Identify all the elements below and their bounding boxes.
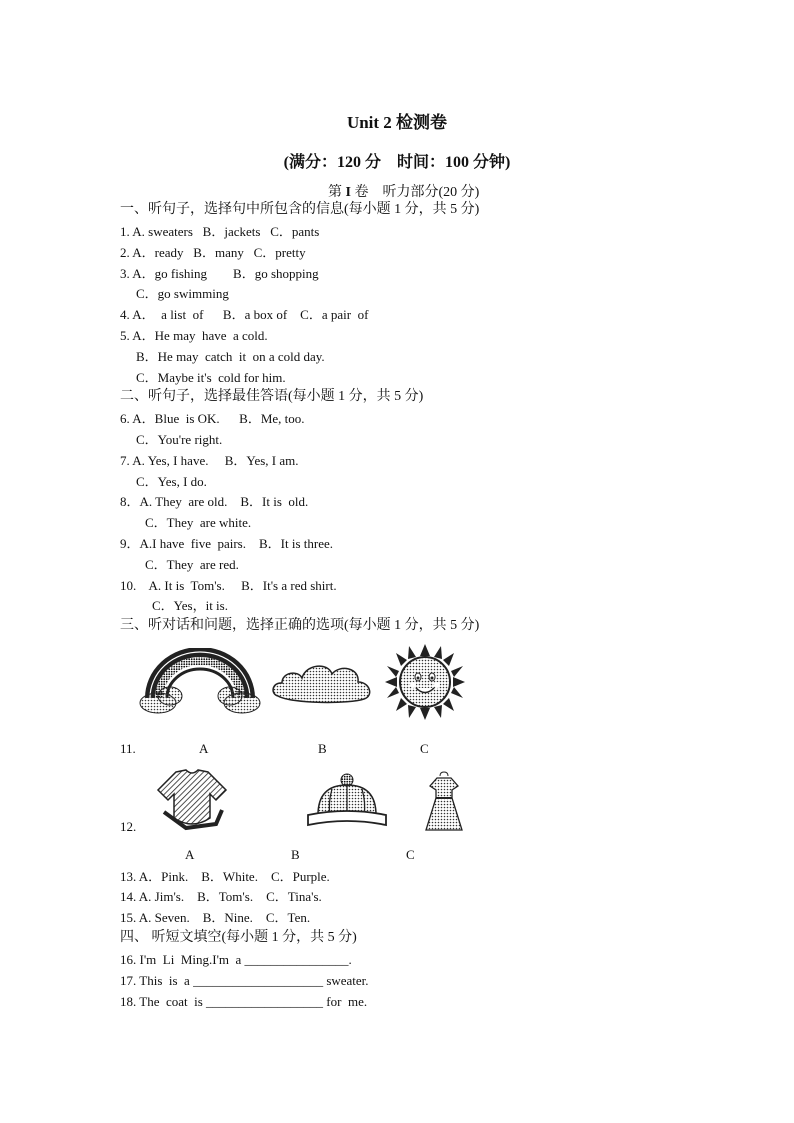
score-time-info: (满分：120 分 时间：100 分钟) [283,154,511,171]
question-15: 15. A. Seven. B．Nine. C．Ten. [120,910,311,925]
question-9-option-c: C．They are red. [145,557,239,572]
question-3: 3. A．go fishing B．go shopping [120,266,319,281]
question-12: 12. [120,819,137,834]
question-13: 13. A．Pink. B．White. C．Purple. [120,869,330,884]
q11-label-a: A [199,741,209,756]
section-heading-2: 二、听句子，选择最佳答语(每小题 1 分，共 5 分) [120,389,424,404]
rainbow-with-clouds-icon [138,648,262,714]
cloud-icon [270,658,376,706]
question-6: 6. A．Blue is OK. B．Me, too. [120,411,305,426]
smiling-sun-icon [385,644,465,720]
question-2: 2. A．ready B．many C．pretty [120,245,306,260]
section-heading-1: 一、听句子，选择句中所包含的信息(每小题 1 分，共 5 分) [120,202,480,217]
question-8-option-c: C．They are white. [145,515,252,530]
question-4: 4. A． a list of B．a box of C．a pair of [120,307,369,322]
question-11: 11. [120,741,136,756]
question-6-option-c: C．You're right. [136,432,223,447]
question-10: 10. A. It is Tom's. B．It's a red shirt. [120,578,337,593]
question-8: 8．A. They are old. B．It is old. [120,494,309,509]
question-9: 9．A.I have five pairs. B．It is three. [120,536,334,551]
part-suffix: 卷 听力部分(20 分) [350,185,480,200]
q11-label-b: B [318,741,327,756]
question-17: 17. This is a ____________________ sweater. [120,973,369,988]
question-16: 16. I'm Li Ming.I'm a ________________. [120,952,352,967]
question-14: 14. A. Jim's. B．Tom's. C．Tina's. [120,889,322,904]
page-title: Unit 2 检测卷 [346,113,448,132]
question-7-option-c: C．Yes, I do. [136,474,207,489]
section-heading-3: 三、听对话和问题，选择正确的选项(每小题 1 分，共 5 分) [120,618,480,633]
q12-label-a: A [185,847,195,862]
part-heading [328,181,479,201]
part-roman: I [345,185,351,200]
question-7: 7. A. Yes, I have. B．Yes, I am. [120,453,299,468]
sweater-icon [156,768,228,834]
q12-label-b: B [291,847,300,862]
q11-label-c: C [420,741,429,756]
section-heading-4: 四、 听短文填空(每小题 1 分，共 5 分) [120,930,357,945]
part-prefix: 第 [328,185,346,200]
question-1: 1. A. sweaters B．jackets C．pants [120,224,320,239]
knit-hat-icon [306,773,388,831]
question-5: 5. A．He may have a cold. [120,328,268,343]
question-5-option-b: B．He may catch it on a cold day. [136,349,325,364]
q12-label-c: C [406,847,415,862]
question-5-option-c: C．Maybe it's cold for him. [136,370,286,385]
question-10-option-c: C．Yes，it is. [152,598,228,613]
question-3-option-c: C．go swimming [136,286,229,301]
question-18: 18. The coat is __________________ for me. [120,994,368,1009]
dress-icon [422,770,466,834]
